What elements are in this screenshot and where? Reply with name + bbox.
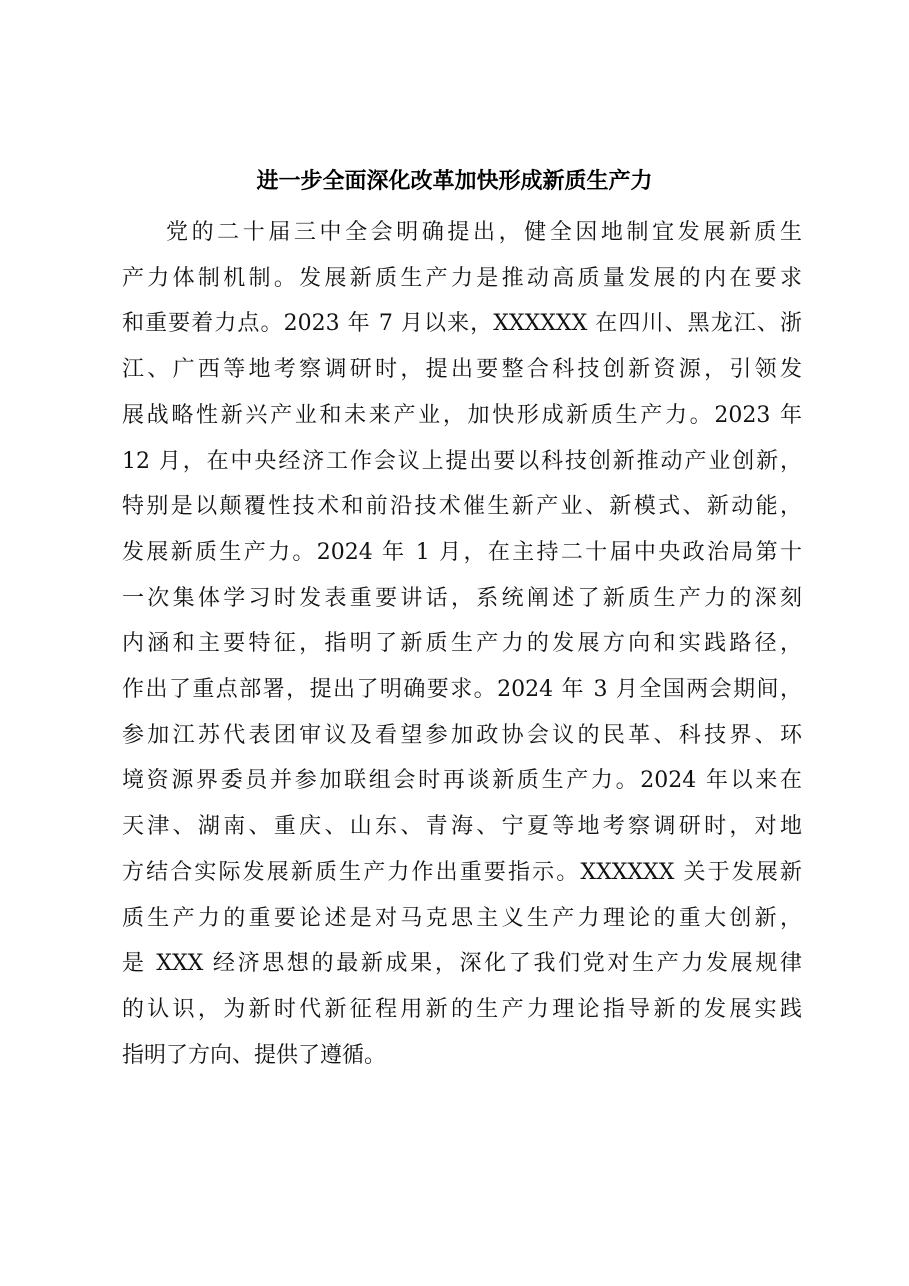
body-line: 指明了方向、提供了遵循。 bbox=[122, 1042, 387, 1068]
body-line: 12 月，在中央经济工作会议上提出要以科技创新推动产业创新， bbox=[122, 448, 802, 474]
body-line: 内涵和主要特征，指明了新质生产力的发展方向和实践路径， bbox=[122, 631, 802, 657]
body-line: 的认识，为新时代新征程用新的生产力理论指导新的发展实践 bbox=[122, 996, 802, 1022]
body-line: 质生产力的重要论述是对马克思主义生产力理论的重大创新， bbox=[122, 905, 802, 931]
document-title: 进一步全面深化改革加快形成新质生产力 bbox=[256, 169, 653, 194]
body-line: 产力体制机制。发展新质生产力是推动高质量发展的内在要求 bbox=[122, 265, 802, 291]
body-line: 方结合实际发展新质生产力作出重要指示。XXXXXX 关于发展新 bbox=[122, 859, 802, 885]
body-line: 和重要着力点。2023 年 7 月以来，XXXXXX 在四川、黑龙江、浙 bbox=[122, 311, 802, 337]
body-line: 发展新质生产力。2024 年 1 月，在主持二十届中央政治局第十 bbox=[122, 539, 802, 565]
body-line: 参加江苏代表团审议及看望参加政协会议的民革、科技界、环 bbox=[122, 722, 802, 748]
body-line: 作出了重点部署，提出了明确要求。2024 年 3 月全国两会期间， bbox=[122, 677, 802, 702]
body-line: 展战略性新兴产业和未来产业，加快形成新质生产力。2023 年 bbox=[122, 402, 802, 428]
body-line: 特别是以颠覆性技术和前沿技术催生新产业、新模式、新动能， bbox=[122, 494, 802, 520]
body-line: 江、广西等地考察调研时，提出要整合科技创新资源，引领发 bbox=[122, 357, 802, 383]
body-line: 党的二十届三中全会明确提出，健全因地制宜发展新质生 bbox=[166, 220, 802, 245]
body-line: 一次集体学习时发表重要讲话，系统阐述了新质生产力的深刻 bbox=[122, 585, 802, 611]
body-line: 天津、湖南、重庆、山东、青海、宁夏等地考察调研时，对地 bbox=[122, 814, 802, 840]
body-line: 是 XXX 经济思想的最新成果，深化了我们党对生产力发展规律 bbox=[122, 951, 802, 977]
body-line: 境资源界委员并参加联组会时再谈新质生产力。2024 年以来在 bbox=[122, 768, 802, 794]
